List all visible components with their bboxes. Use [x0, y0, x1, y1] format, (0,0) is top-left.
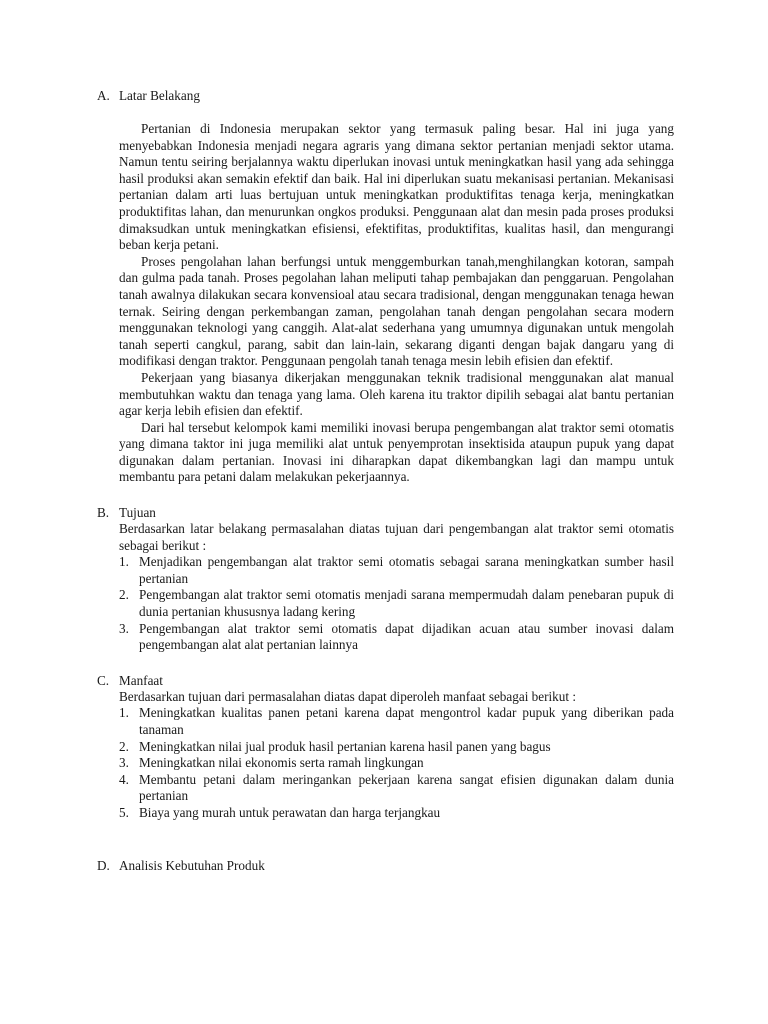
section-letter: B. [97, 505, 110, 521]
list-text: Pengembangan alat traktor semi otomatis menjadi sarana mempermudah dalam penebaran pupuk di dunia pertanian khususnya ladang kering [139, 587, 674, 620]
list-item [97, 739, 674, 756]
section-a-heading [97, 87, 674, 104]
list-text: Menjadikan pengembangan alat traktor semi otomatis sebagai sarana meningkatkan sumber hasil pertanian [139, 554, 674, 586]
section-title: Latar Belakang [119, 88, 200, 103]
paragraph: Pekerjaan yang biasanya dikerjakan menggunakan teknik tradisional menggunakan alat manual membutuhkan waktu dan tenaga yang lama. Oleh karena itu traktor dipilih sebagai alat bantu pertanian agar kerja lebih efisien dan efektif. [119, 369, 674, 419]
list-text: Biaya yang murah untuk perawatan dan harga terjangkau [139, 804, 441, 820]
list-text: Pengembangan alat traktor semi otomatis dapat dijadikan acuan atau sumber inovasi dalam pengembangan alat alat pertanian lainnya [139, 620, 674, 653]
tujuan-list [97, 554, 674, 654]
list-number: 2. [119, 738, 129, 754]
paragraph: Pertanian di Indonesia merupakan sektor yang termasuk paling besar. Hal ini juga yang menyebabkan Indonesia menjadi negara agraris yang dimana sektor pertanian menjadi sektor utama. Namun tentu seiring berjalannya waktu diperlukan inovasi untuk meningkatkan hasil yang ada sehingga hasil produksi akan semakin efektif dan baik. Hal ini diperlukan suatu mekanisasi pertanian. Mekanisasi pertanian dalam arti luas bertujuan untuk meningkatkan produktifitas tenaga kerja, meningkatkan produktifitas lahan, dan menurunkan ongkos produksi. Penggunaan alat dan mesin pada proses produksi dimaksudkan untuk meningkatkan efisiensi, efektifitas, produktifitas, kualitas hasil, dan mengurangi beban kerja petani. [119, 121, 674, 253]
section-letter: D. [97, 857, 110, 873]
list-item [97, 621, 674, 654]
list-number: 4. [119, 771, 129, 787]
list-item [97, 705, 674, 738]
list-item [97, 805, 674, 822]
section-title: Analisis Kebutuhan Produk [119, 857, 265, 873]
section-letter: A. [97, 88, 110, 103]
section-b-heading [97, 504, 674, 521]
list-number: 3. [119, 755, 129, 771]
list-text: Meningkatkan nilai ekonomis serta ramah lingkungan [139, 755, 424, 771]
list-text: Membantu petani dalam meringankan pekerjaan karena sangat efisien digunakan dalam dunia pertanian [139, 771, 674, 804]
list-number: 2. [119, 587, 129, 603]
list-number: 1. [119, 705, 129, 721]
section-d-heading [97, 857, 674, 874]
list-item [97, 772, 674, 805]
list-text: Meningkatkan nilai jual produk hasil pertanian karena hasil panen yang bagus [139, 738, 551, 754]
list-number: 3. [119, 620, 129, 636]
section-intro: Berdasarkan tujuan dari permasalahan diatas dapat diperoleh manfaat sebagai berikut : [119, 688, 576, 704]
section-intro: Berdasarkan latar belakang permasalahan diatas tujuan dari pengembangan alat traktor semi otomatis sebagai berikut : [119, 521, 674, 553]
list-item [97, 755, 674, 772]
paragraph: Dari hal tersebut kelompok kami memiliki inovasi berupa pengembangan alat traktor semi otomatis yang dimana taktor ini juga memiliki alat untuk penyemprotan insektisida ataupun pupuk yang dapat digunakan dalam pertanian. Inovasi ini diharapkan dapat dikembangkan lagi dan mampu untuk membantu para petani dalam melakukan pekerjaannya. [119, 419, 674, 485]
list-number: 5. [119, 804, 129, 820]
section-title: Manfaat [119, 672, 163, 688]
manfaat-list [97, 705, 674, 821]
paragraph: Proses pengolahan lahan berfungsi untuk menggemburkan tanah,menghilangkan kotoran, sampah dan gulma pada tanah. Proses pegolahan lahan meliputi tahap pembajakan dan penggaruan. Pengolahan tanah awalnya dilakukan secara konvensioal atau secara tradisional, dengan menggunakan tenaga hewan ternak. Seiring dengan perkembangan zaman, pengolahan tanah dengan pengolahan secara modern menggunakan teknologi yang canggih. Alat-alat sederhana yang umumnya digunakan untuk mengolah tanah seperti cangkul, parang, sabit dan lain-lain, sekarang diganti dengan bajak dangaru yang di modifikasi dengan traktor. Penggunaan pengolah tanah tenaga mesin lebih efisien dan efektif. [119, 253, 674, 369]
list-text: Meningkatkan kualitas panen petani karena dapat mengontrol kadar pupuk yang diberikan pada tanaman [139, 705, 674, 737]
section-letter: C. [97, 672, 110, 688]
list-item [97, 587, 674, 620]
section-title: Tujuan [119, 505, 156, 521]
list-item [97, 554, 674, 587]
list-number: 1. [119, 554, 129, 570]
section-c-heading [97, 672, 674, 689]
